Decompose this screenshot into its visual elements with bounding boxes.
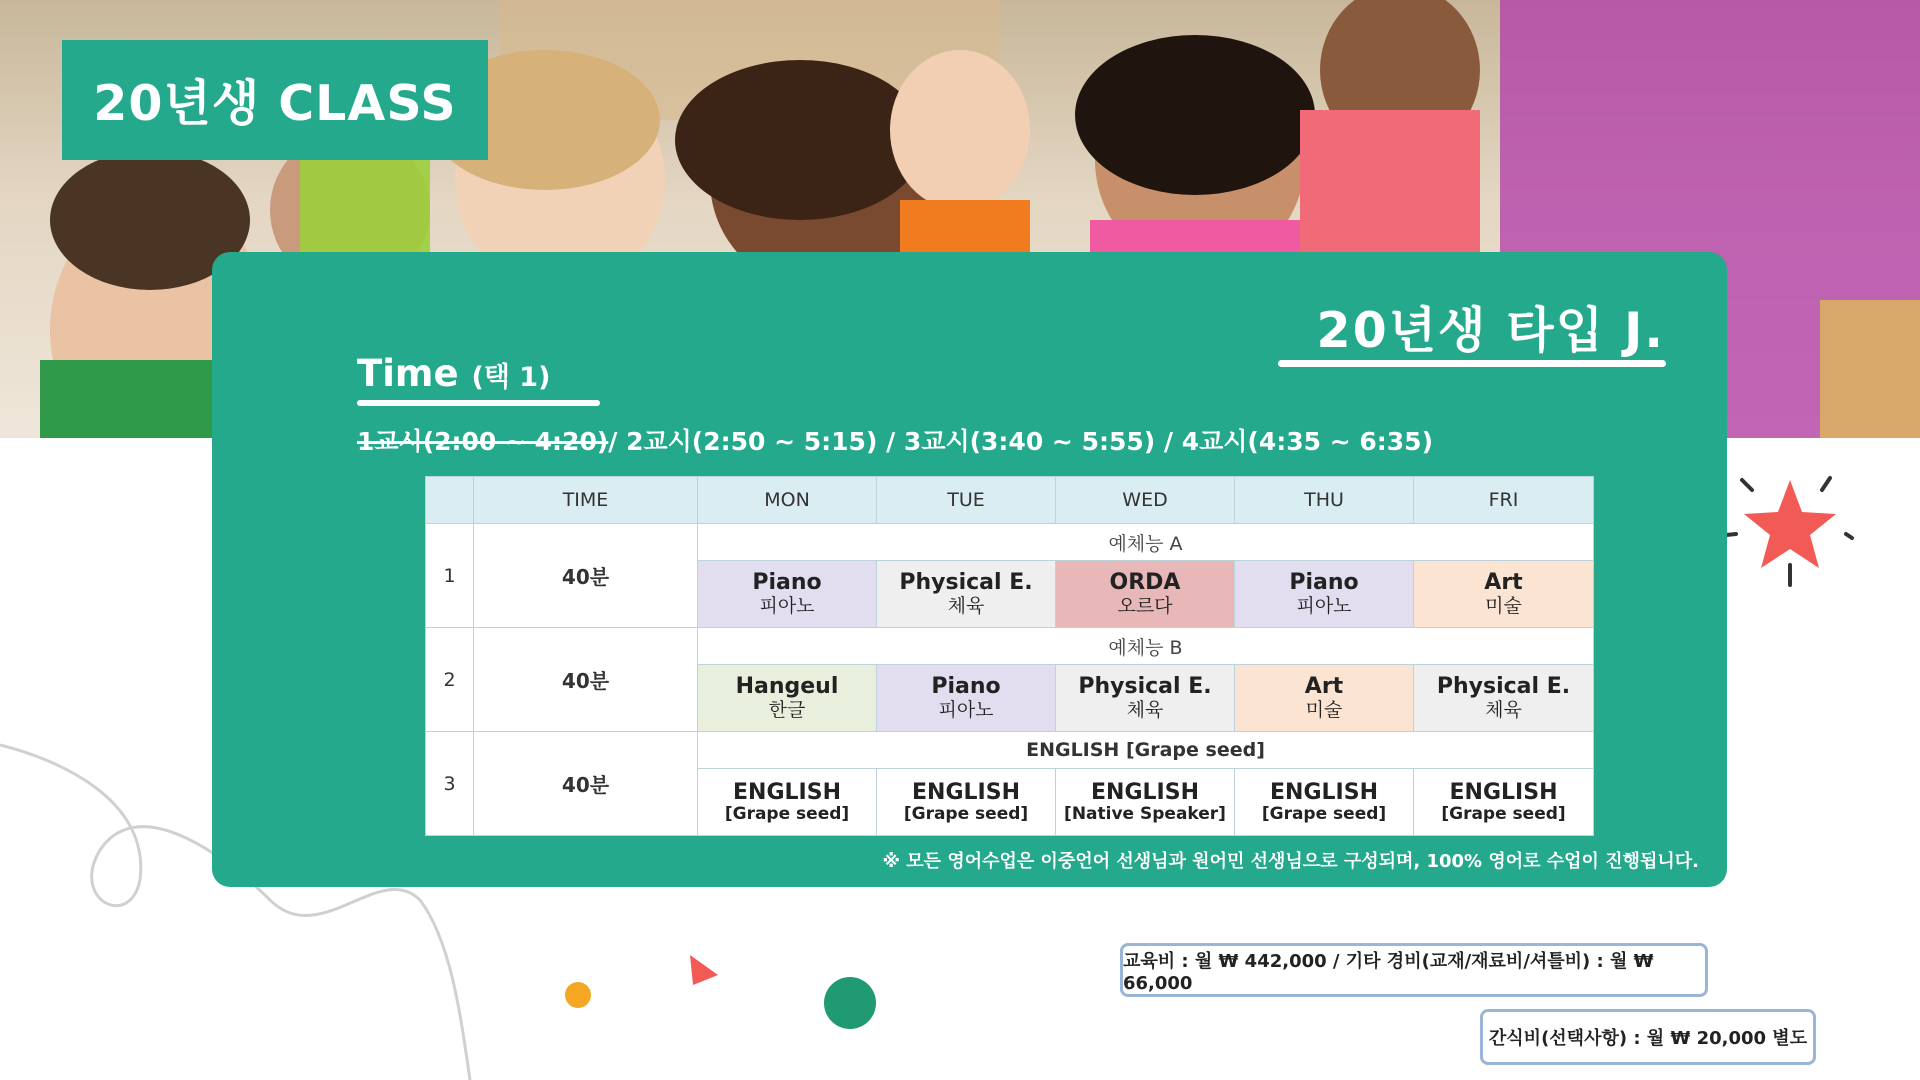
- table-row: [426, 628, 1594, 665]
- snack-fee-box: [1480, 1009, 1816, 1065]
- green-dot: [824, 977, 876, 1029]
- class-en: Piano: [752, 570, 822, 596]
- class-en: Art: [1304, 674, 1344, 700]
- class-ko: 한글: [768, 698, 806, 721]
- class-ko: 피아노: [1296, 594, 1352, 617]
- class-en: ENGLISH: [1449, 779, 1558, 805]
- class-sub: [Native Speaker]: [1064, 803, 1226, 824]
- tuition-fee-text: 교육비 : 월 ₩ 442,000 / 기타 경비(교재/재료비/셔틀비) : 월 ₩ 66,000: [1123, 950, 1654, 994]
- class-cell: [1056, 665, 1235, 732]
- table-header-row: [426, 477, 1594, 524]
- class-en: Piano: [1289, 570, 1359, 596]
- header-mon: MON: [698, 477, 877, 524]
- class-en: ENGLISH: [912, 779, 1020, 805]
- class-en: ENGLISH: [733, 779, 841, 805]
- class-ko: 체육: [1485, 698, 1522, 721]
- class-title: 20년생 CLASS: [93, 75, 457, 132]
- row-time: 40분: [474, 628, 698, 732]
- class-sub: [Grape seed]: [724, 803, 850, 824]
- class-cell: [698, 665, 877, 732]
- class-cell: [698, 769, 877, 836]
- class-ko: 미술: [1305, 698, 1343, 721]
- period-rest: / 2교시(2:50 ~ 5:15) / 3교시(3:40 ~ 5:55) / 4교시(4:35 ~ 6:35): [608, 427, 1433, 456]
- class-ko: 체육: [947, 594, 985, 617]
- class-en: Physical E.: [1436, 674, 1571, 700]
- header-fri: FRI: [1414, 477, 1594, 524]
- class-en: Hangeul: [735, 674, 839, 700]
- time-title: [357, 352, 550, 395]
- row-number: 3: [426, 732, 474, 836]
- class-cell: [877, 665, 1056, 732]
- class-sub: [Grape seed]: [903, 803, 1029, 824]
- type-title-underline: [1278, 360, 1666, 367]
- period-list: [357, 422, 1433, 458]
- type-title: 20년생 타입 J.: [1316, 302, 1665, 359]
- class-en: Art: [1484, 570, 1523, 596]
- time-title-sub: (택 1): [471, 362, 551, 393]
- class-cell: [1414, 665, 1594, 732]
- group-label: 예체능 B: [698, 628, 1594, 665]
- schedule-panel: [212, 252, 1727, 887]
- class-cell: [1235, 665, 1414, 732]
- schedule-table: [425, 476, 1594, 836]
- class-en: ENGLISH: [1091, 779, 1199, 805]
- row-time: 40분: [474, 732, 698, 836]
- header-wed: WED: [1056, 477, 1235, 524]
- row-time: 40분: [474, 524, 698, 628]
- class-ko: 체육: [1126, 698, 1164, 721]
- class-ko: 피아노: [759, 594, 815, 617]
- table-row: [426, 732, 1594, 769]
- class-cell: [1414, 561, 1594, 628]
- star-icon: [1716, 478, 1852, 585]
- header-tue: TUE: [877, 477, 1056, 524]
- class-cell: [877, 769, 1056, 836]
- class-cell: [1235, 561, 1414, 628]
- group-label: ENGLISH [Grape seed]: [698, 732, 1594, 769]
- class-en: Piano: [931, 674, 1001, 700]
- class-en: ENGLISH: [1270, 779, 1378, 805]
- class-ko: 미술: [1485, 594, 1522, 617]
- header-blank: [426, 477, 474, 524]
- red-triangle: [690, 955, 718, 985]
- class-ko: 오르다: [1117, 594, 1173, 617]
- class-en: Physical E.: [1078, 674, 1212, 700]
- orange-dot: [565, 982, 591, 1008]
- period-struck: 1교시(2:00 ~ 4:20): [357, 427, 609, 456]
- row-number: 2: [426, 628, 474, 732]
- group-label: 예체능 A: [698, 524, 1594, 561]
- class-sub: [Grape seed]: [1441, 803, 1566, 824]
- class-cell: [1235, 769, 1414, 836]
- tuition-fee-box: [1120, 943, 1708, 997]
- time-title-text: Time: [357, 352, 459, 395]
- class-cell: [1056, 769, 1235, 836]
- class-cell: [1414, 769, 1594, 836]
- time-title-underline: [357, 400, 600, 406]
- snack-fee-text: 간식비(선택사항) : 월 ₩ 20,000 별도: [1488, 1028, 1808, 1049]
- header-thu: THU: [1235, 477, 1414, 524]
- class-en: ORDA: [1109, 570, 1181, 596]
- class-sub: [Grape seed]: [1261, 803, 1387, 824]
- row-number: 1: [426, 524, 474, 628]
- class-cell: [698, 561, 877, 628]
- class-cell: [1056, 561, 1235, 628]
- class-en: Physical E.: [899, 570, 1033, 596]
- class-cell: [877, 561, 1056, 628]
- table-row: [426, 524, 1594, 561]
- english-note: ※ 모든 영어수업은 이중언어 선생님과 원어민 선생님으로 구성되며, 100% 영어로 수업이 진행됩니다.: [882, 851, 1699, 872]
- class-ko: 피아노: [938, 698, 994, 721]
- header-time: TIME: [474, 477, 698, 524]
